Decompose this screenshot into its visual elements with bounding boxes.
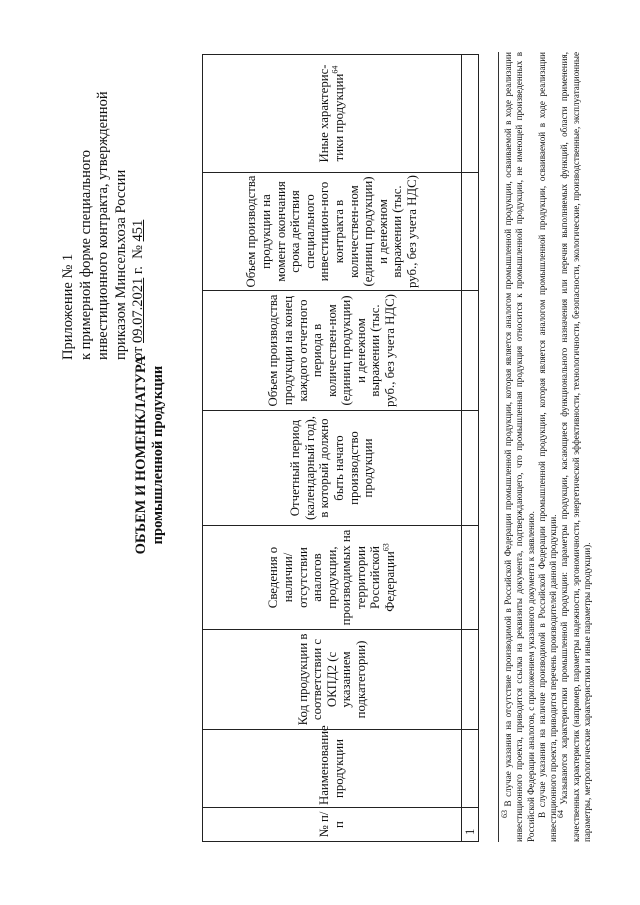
col-header-analogs: Сведения о наличии/ отсутствии аналогов продукции, производимых на территории Российской Федерации$^{63}$ [203, 526, 462, 630]
table-cell [462, 630, 479, 730]
table-header-row [203, 55, 462, 842]
col-header-number: № п/п [203, 808, 462, 842]
footnote-63: $^{63}$ В случае указания на отсутствие производимой в Российской Федерации промышленной продукции, которая является аналогом промышленной продукции, осваиваемой в ходе реализации инвестиционного проекта, приводится ссылка на реквизиты документа, подтверждающего, что промышленная продукция относится к промышленной продукции, не имеющей произведенных в Российской Федерации аналогов, с приложением указанного документа к заявлению. [499, 52, 536, 842]
table-row [462, 55, 479, 842]
year-suffix: г. [130, 266, 146, 275]
col-header-reporting-period: Отчетный период (календарный год), в который должно быть начато производство продукции [203, 411, 462, 526]
order-date: 09.07.2021 [130, 277, 146, 343]
approval-line: к примерной форме специального [77, 149, 94, 360]
table-cell: 1 [462, 808, 479, 842]
number-sign: № [130, 245, 146, 259]
title-main: ОБЪЕМ И НОМЕНКЛАТУРА [133, 355, 149, 555]
table-cell [462, 55, 479, 173]
products-table [202, 54, 479, 842]
col-header-other-characteristics: Иные характерис-тики продукции$^{64}$ [203, 55, 462, 173]
col-header-volume-per-period: Объем производства продукции на конец каждого отчетного периода в количествен-ном (единиц продукции) и денежном выражении (тыс. руб., без учета НДС) [203, 291, 462, 411]
order-number: 451 [130, 219, 146, 242]
col-header-volume-at-end: Объем производства продукции на момент окончания срока действия специального инвестицион-ного контракта в количествен-ном (единиц продукции) и денежном выражении (тыс. руб., без учета НДС) [203, 173, 462, 291]
footnote-63-continued: В случае указания на наличие производимой в Российской Федерации промышленной продукции, которая является аналогом промышленной продукции, осваиваемой в ходе реализации инвестиционного проекта, приводится перечень производителей данной продукции. [536, 52, 559, 842]
appendix-number: Приложение № 1 [60, 253, 76, 360]
approval-line: приказом Минсельхоза России [112, 169, 129, 360]
footnotes [498, 52, 593, 842]
table-cell [462, 411, 479, 526]
table-cell [462, 173, 479, 291]
document-title [133, 185, 167, 725]
table-cell [462, 291, 479, 411]
footnote-mark: 64 [556, 810, 566, 818]
approval-line: инвестиционного контракта, утвержденной [95, 91, 111, 360]
table-cell [462, 730, 479, 808]
from-prefix: от [130, 346, 146, 360]
col-header-okpd2-code: Код продукции в соответствии с ОКПД2 (с указанием подкатегории) [203, 630, 462, 730]
footnote-64: $^{64}$ Указываются характеристики промышленной продукции: параметры продукции, касающиеся функционального назначения или перечня выполняемых функций, области применения, качественных характеристик (например, параметры надежности, эргономичности, энергетической эффективности, технологичности, безопасности, экологические, производственные, эксплуатационные параметры, метрологические характеристики и иные параметры продукции). [556, 52, 593, 842]
footnote-mark: 63 [499, 810, 509, 818]
col-header-product-name: Наименование продукции [203, 730, 462, 808]
table-cell [462, 526, 479, 630]
title-sub: промышленной продукции [150, 365, 166, 545]
